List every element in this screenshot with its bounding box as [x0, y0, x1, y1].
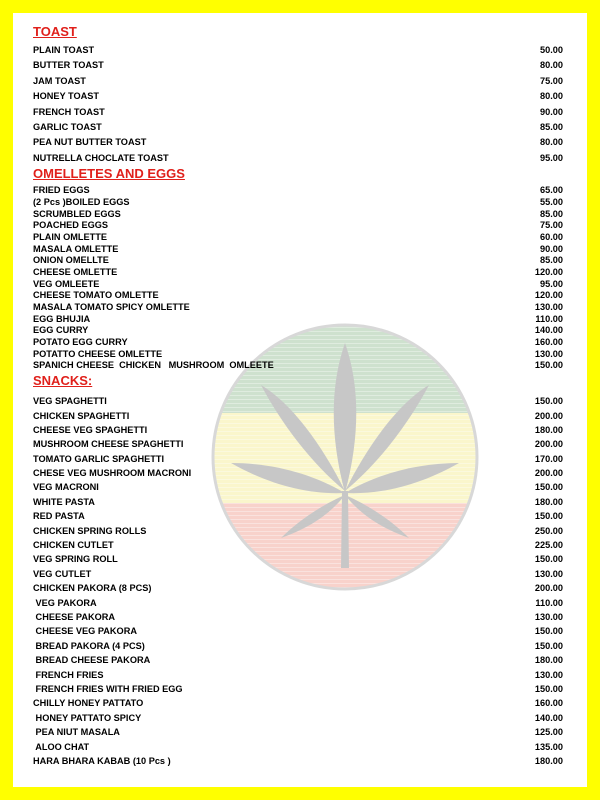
eggs-title: OMELLETES AND EGGS [33, 166, 185, 182]
menu-item-row [33, 581, 563, 595]
menu-item-price: 95.00 [540, 152, 563, 163]
menu-item-row [33, 279, 563, 291]
menu-item-name: CHICKEN SPAGHETTI [33, 410, 130, 421]
menu-item-price: 80.00 [540, 60, 563, 71]
menu-item-row [33, 653, 563, 667]
menu-item-name: FRENCH TOAST [33, 106, 105, 117]
menu-item-price: 180.00 [534, 755, 563, 766]
menu-item-price: 140.00 [534, 712, 563, 723]
menu-item-price: 160.00 [534, 337, 563, 348]
menu-item-row [33, 480, 563, 494]
menu-item-row [33, 255, 563, 267]
menu-item-price: 180.00 [534, 424, 563, 435]
menu-item-name: POACHED EGGS [33, 220, 109, 231]
menu-item-row [33, 509, 563, 523]
menu-item-row [33, 437, 563, 451]
menu-item-row [33, 267, 563, 279]
menu-item-price: 120.00 [534, 290, 563, 301]
menu-item-row [33, 639, 563, 653]
menu-item-name: ONION OMELLTE [33, 255, 109, 266]
menu-item-price: 130.00 [534, 611, 563, 622]
menu-item-price: 130.00 [534, 348, 563, 359]
menu-item-name: FRIED EGGS [33, 185, 90, 196]
menu-item-row [33, 43, 563, 58]
menu-item-name: BREAD CHEESE PAKORA [33, 655, 151, 666]
menu-item-name: CHEESE VEG SPAGHETTI [33, 424, 148, 435]
menu-item-row [33, 409, 563, 423]
menu-item-row [33, 197, 563, 209]
menu-item-price: 110.00 [535, 313, 563, 324]
eggs-list [33, 185, 563, 372]
menu-item-name: VEG OMLEETE [33, 278, 100, 289]
menu-item-price: 180.00 [534, 496, 563, 507]
menu-item-name: PLAIN TOAST [33, 45, 95, 55]
menu-item-name: MASALA TOMATO SPICY OMLETTE [33, 302, 190, 312]
eggs-section [33, 166, 563, 372]
menu-item-row [33, 524, 563, 538]
menu-item-price: 150.00 [534, 511, 563, 522]
menu-item-row [33, 290, 563, 302]
menu-item-price: 150.00 [534, 396, 563, 407]
menu-item-price: 110.00 [535, 597, 563, 608]
menu-item-row [33, 349, 563, 361]
menu-item-row [33, 538, 563, 552]
menu-item-name: TOMATO GARLIC SPAGHETTI [33, 453, 165, 464]
menu-item-price: 85.00 [540, 255, 563, 266]
menu-item-row [33, 624, 563, 638]
menu-item-name: RED PASTA [33, 511, 85, 522]
menu-item-price: 150.00 [534, 554, 563, 565]
menu-item-name: VEG PAKORA [33, 597, 97, 608]
menu-item-row [33, 337, 563, 349]
menu-item-name: CHILLY HONEY PATTATO [33, 698, 144, 709]
menu-item-row [33, 209, 563, 221]
toast-list [33, 43, 563, 166]
menu-item-row [33, 232, 563, 244]
menu-item-row [33, 495, 563, 509]
menu-item-row [33, 89, 563, 104]
menu-item-name: PEA NIUT MASALA [33, 727, 120, 738]
snacks-title: SNACKS: [33, 373, 93, 389]
menu-item-name: CHEESE PAKORA [33, 611, 116, 622]
menu-item-row [33, 711, 563, 725]
menu-item-name: SPANICH CHEESE CHICKEN MUSHROOM OMLEETE [33, 360, 274, 371]
menu-item-row [33, 452, 563, 466]
menu-item-price: 200.00 [534, 410, 563, 421]
menu-item-price: 225.00 [534, 540, 563, 551]
menu-item-row [33, 360, 563, 372]
menu-item-price: 95.00 [540, 278, 563, 289]
menu-item-row [33, 596, 563, 610]
menu-item-row [33, 740, 563, 754]
menu-item-name: EGG CURRY [33, 325, 89, 336]
menu-item-row [33, 696, 563, 710]
menu-item-name: NUTRELLA CHOCLATE TOAST [33, 152, 169, 163]
menu-item-row [33, 466, 563, 480]
menu-item-row [33, 325, 563, 337]
menu-item-name: CHEESE VEG PAKORA [33, 626, 137, 637]
menu-item-name: CHICKEN CUTLET [33, 540, 114, 551]
menu-item-row [33, 244, 563, 256]
menu-item-row [33, 552, 563, 566]
menu-item-name: FRENCH FRIES [33, 669, 104, 680]
menu-item-price: 55.00 [540, 196, 563, 207]
menu-item-price: 140.00 [534, 325, 563, 336]
menu-item-name: (2 Pcs )BOILED EGGS [33, 196, 130, 207]
menu-item-name: CHEESE TOMATO OMLETTE [33, 290, 159, 301]
menu-item-price: 90.00 [540, 243, 563, 254]
menu-item-price: 75.00 [540, 75, 563, 86]
menu-item-name: CHICKEN PAKORA (8 PCS) [33, 583, 152, 594]
menu-item-price: 85.00 [540, 121, 563, 132]
menu-item-price: 150.00 [534, 360, 563, 371]
menu-item-row [33, 220, 563, 232]
menu-item-price: 60.00 [540, 231, 563, 242]
menu-item-name: VEG CUTLET [33, 568, 92, 579]
menu-item-price: 150.00 [534, 683, 563, 694]
menu-item-name: WHITE PASTA [33, 496, 95, 507]
menu-item-name: VEG SPAGHETTI [33, 396, 107, 407]
menu-item-row [33, 610, 563, 624]
menu-item-row [33, 105, 563, 120]
menu-item-name: CHESE VEG MUSHROOM MACRONI [33, 468, 192, 479]
menu-item-name: EGG BHUJIA [33, 313, 91, 324]
menu-item-price: 135.00 [534, 741, 563, 752]
menu-item-name: CHICKEN SPRING ROLLS [33, 525, 147, 536]
menu-item-price: 130.00 [534, 568, 563, 579]
menu-item-name: VEG MACRONI [33, 482, 99, 493]
menu-item-name: FRENCH FRIES WITH FRIED EGG [33, 683, 183, 694]
menu-item-price: 160.00 [534, 698, 563, 709]
menu-item-price: 170.00 [534, 453, 563, 464]
menu-item-row [33, 58, 563, 73]
menu-item-row [33, 314, 563, 326]
menu-item-price: 125.00 [534, 727, 563, 738]
menu-item-row [33, 567, 563, 581]
menu-item-price: 130.00 [534, 302, 563, 312]
menu-item-price: 250.00 [534, 525, 563, 536]
menu-page [13, 13, 587, 787]
menu-item-name: ALOO CHAT [33, 741, 90, 752]
menu-item-price: 200.00 [534, 468, 563, 479]
menu-item-row [33, 668, 563, 682]
menu-item-row [33, 682, 563, 696]
menu-item-price: 120.00 [534, 266, 563, 277]
menu-item-row [33, 302, 563, 314]
menu-item-row [33, 151, 563, 166]
menu-item-price: 150.00 [534, 482, 563, 493]
menu-item-price: 150.00 [534, 640, 563, 651]
toast-title: TOAST [33, 24, 77, 39]
menu-item-price: 85.00 [540, 208, 563, 219]
menu-item-name: JAM TOAST [33, 75, 86, 86]
toast-section [33, 24, 563, 166]
menu-content [33, 24, 563, 768]
menu-item-row [33, 423, 563, 437]
menu-item-name: MASALA OMLETTE [33, 243, 119, 254]
menu-item-price: 200.00 [534, 583, 563, 594]
menu-item-name: PLAIN OMLETTE [33, 231, 108, 242]
menu-item-row [33, 394, 563, 408]
menu-item-row [33, 754, 563, 768]
menu-item-name: VEG SPRING ROLL [33, 554, 118, 565]
menu-item-price: 50.00 [540, 45, 563, 55]
menu-item-name: BREAD PAKORA (4 PCS) [33, 640, 145, 651]
menu-item-row [33, 120, 563, 135]
menu-item-price: 65.00 [540, 185, 563, 196]
menu-item-price: 180.00 [534, 655, 563, 666]
menu-item-name: CHEESE OMLETTE [33, 266, 118, 277]
menu-item-name: HONEY TOAST [33, 91, 100, 102]
menu-item-name: HONEY PATTATO SPICY [33, 712, 142, 723]
snacks-list [33, 394, 563, 768]
menu-item-price: 150.00 [534, 626, 563, 637]
menu-item-name: SCRUMBLED EGGS [33, 208, 121, 219]
menu-item-price: 75.00 [540, 220, 563, 231]
menu-item-row [33, 74, 563, 89]
menu-item-row [33, 185, 563, 197]
menu-item-name: GARLIC TOAST [33, 121, 102, 132]
menu-item-row [33, 135, 563, 150]
menu-item-price: 80.00 [540, 91, 563, 102]
menu-item-price: 200.00 [534, 439, 563, 450]
snacks-section [33, 373, 563, 768]
menu-item-name: POTATO EGG CURRY [33, 337, 128, 348]
menu-item-price: 90.00 [540, 106, 563, 117]
menu-item-price: 80.00 [540, 137, 563, 148]
menu-item-name: MUSHROOM CHEESE SPAGHETTI [33, 439, 184, 450]
menu-item-row [33, 725, 563, 739]
menu-item-price: 130.00 [534, 669, 563, 680]
menu-item-name: POTATTO CHEESE OMLETTE [33, 348, 163, 359]
menu-item-name: BUTTER TOAST [33, 60, 104, 71]
menu-item-name: PEA NUT BUTTER TOAST [33, 137, 147, 148]
menu-item-name: HARA BHARA KABAB (10 Pcs ) [33, 755, 171, 766]
